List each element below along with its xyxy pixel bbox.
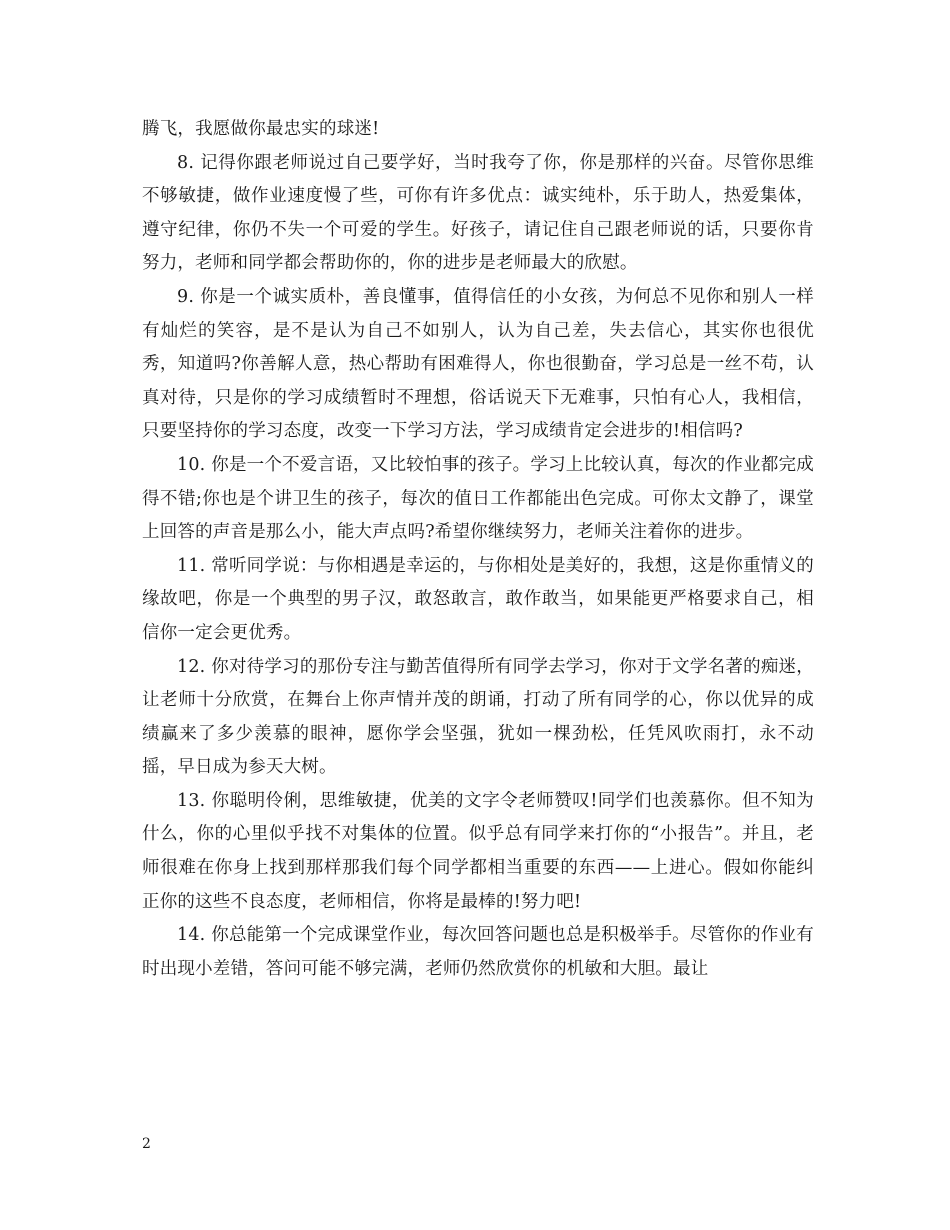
paragraph-item-14: 14. 你总能第一个完成课堂作业，每次回答问题也总是积极举手。尽管你的作业有时出现小差错，答问可能不够完满，老师仍然欣赏你的机敏和大胆。最让: [142, 925, 814, 979]
paragraph-item-13: 13. 你聪明伶俐，思维敏捷，优美的文字令老师赞叹!同学们也羡慕你。但不知为什么，你的心里似乎找不对集体的位置。似乎总有同学来打你的“小报告”。并且，老师很难在你身上找到那样那我们每个同学都相当重要的东西——上进心。假如你能纠正你的这些不良态度，老师相信，你将是最棒的!努力吧!: [142, 790, 814, 912]
document-body: [142, 113, 814, 986]
paragraph-item-10: 10. 你是一个不爱言语，又比较怕事的孩子。学习上比较认真，每次的作业都完成得不错;你也是个讲卫生的孩子，每次的值日工作都能出色完成。可你太文静了，课堂上回答的声音是那么小，能大声点吗?希望你继续努力，老师关注着你的进步。: [142, 454, 814, 543]
paragraph-item-11: 11. 常听同学说：与你相遇是幸运的，与你相处是美好的，我想，这是你重情义的缘故吧，你是一个典型的男子汉，敢怒敢言，敢作敢当，如果能更严格要求自己，相信你一定会更优秀。: [142, 555, 814, 643]
paragraph-continuation: 腾飞，我愿做你最忠实的球迷!: [142, 119, 380, 139]
paragraph-item-9: 9. 你是一个诚实质朴，善良懂事，值得信任的小女孩，为何总不见你和别人一样有灿烂的笑容，是不是认为自己不如别人，认为自己差，失去信心，其实你也很优秀，知道吗?你善解人意，热心帮助有困难得人，你也很勤奋，学习总是一丝不苟，认真对待，只是你的学习成绩暂时不理想，俗话说天下无难事，只怕有心人，我相信，只要坚持你的学习态度，改变一下学习方法，学习成绩肯定会进步的!相信吗?: [142, 286, 814, 442]
paragraph-item-12: 12. 你对待学习的那份专注与勤苦值得所有同学去学习，你对于文学名著的痴迷，让老师十分欣赏，在舞台上你声情并茂的朗诵，打动了所有同学的心，你以优异的成绩赢来了多少羡慕的眼神，愿你学会坚强，犹如一棵劲松，任凭风吹雨打，永不动摇，早日成为参天大树。: [142, 656, 814, 778]
paragraph-item-8: 8. 记得你跟老师说过自己要学好，当时我夸了你，你是那样的兴奋。尽管你思维不够敏捷，做作业速度慢了些，可你有许多优点：诚实纯朴，乐于助人，热爱集体，遵守纪律，你仍不失一个可爱的学生。好孩子，请记住自己跟老师说的话，只要你肯努力，老师和同学都会帮助你的，你的进步是老师最大的欣慰。: [142, 152, 814, 274]
page-number: 2: [142, 1136, 151, 1152]
